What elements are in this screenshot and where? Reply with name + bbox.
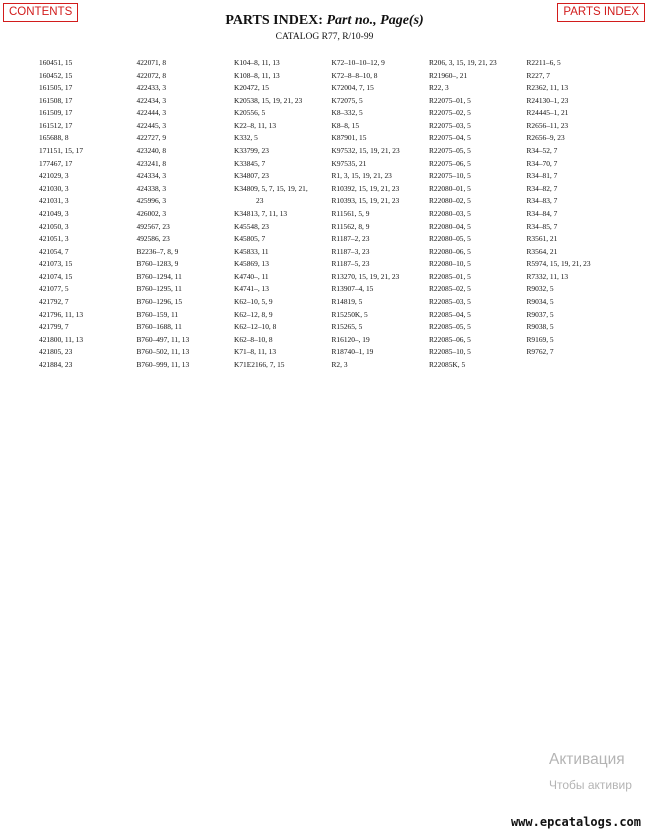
- index-entry: R22080–01, 5: [429, 183, 471, 193]
- index-entry: K20472, 15: [234, 83, 269, 93]
- index-entry: R9038, 5: [526, 322, 554, 332]
- index-entry: R1, 3, 15, 19, 21, 23: [331, 171, 392, 181]
- index-column: [234, 57, 330, 371]
- index-entry: R13270, 15, 19, 21, 23: [331, 271, 400, 281]
- index-entry: R9762, 7: [526, 347, 554, 357]
- index-entry: 165688, 8: [39, 133, 69, 143]
- index-entry: R1187–2, 23: [331, 234, 370, 244]
- index-column: [527, 57, 623, 359]
- index-entry: 177467, 17: [39, 158, 73, 168]
- index-entry: 421074, 15: [39, 271, 73, 281]
- index-entry: R22075–03, 5: [429, 120, 471, 130]
- index-entry: K4740–, 11: [234, 271, 269, 281]
- index-entry: R34–52, 7: [526, 146, 558, 156]
- index-entry: R22085–06, 5: [429, 334, 471, 344]
- index-entry: K87901, 15: [331, 133, 367, 143]
- title-main: PARTS INDEX:: [225, 13, 323, 28]
- index-entry: 161509, 17: [39, 108, 73, 118]
- index-entry: K33799, 23: [234, 146, 269, 156]
- index-entry: 421050, 3: [39, 221, 69, 231]
- index-entry: R22080–02, 5: [429, 196, 471, 206]
- index-entry: K34813, 7, 11, 13: [234, 208, 288, 218]
- index-entry: R9034, 5: [526, 296, 554, 306]
- index-entry: 422444, 3: [136, 108, 167, 118]
- index-entry: R22075–04, 5: [429, 133, 471, 143]
- index-entry: K8–332, 5: [331, 108, 363, 118]
- index-entry: R34–85, 7: [526, 221, 558, 231]
- index-entry: R5974, 15, 19, 21, 23: [526, 259, 591, 269]
- index-entry: 161512, 17: [39, 120, 73, 130]
- index-entry: K104–8, 11, 13: [234, 58, 280, 67]
- index-entry: B760–502, 11, 13: [136, 347, 190, 357]
- index-entry: 421800, 11, 13: [39, 334, 84, 344]
- index-entry: R24445–1, 21: [526, 108, 569, 118]
- index-entry: K34807, 23: [234, 171, 269, 181]
- index-entry: 421049, 3: [39, 208, 69, 218]
- index-entry: R15250K, 5: [331, 309, 368, 319]
- index-entry: R9037, 5: [526, 309, 554, 319]
- index-entry: 424334, 3: [136, 171, 167, 181]
- index-entry: K8–8, 15: [331, 120, 360, 130]
- index-entry: 422727, 9: [136, 133, 167, 143]
- activation-watermark-line1: Активация: [549, 751, 625, 768]
- index-entry: R22080–06, 5: [429, 246, 471, 256]
- index-entry: R22075–05, 5: [429, 146, 471, 156]
- index-entry: B760–1283, 9: [136, 259, 179, 269]
- contents-button[interactable]: CONTENTS: [3, 3, 78, 22]
- index-entry: R14819, 5: [331, 296, 363, 306]
- index-entry: R22080–04, 5: [429, 221, 471, 231]
- activation-watermark-line2: Чтобы активир: [549, 778, 632, 792]
- index-entry: B760–999, 11, 13: [136, 359, 190, 369]
- index-entry: 421030, 3: [39, 183, 69, 193]
- index-entry: R11562, 8, 9: [331, 221, 370, 231]
- index-entry: K71E2166, 7, 15: [234, 359, 285, 369]
- index-entry: 422072, 8: [136, 70, 167, 80]
- index-entry: 421792, 7: [39, 296, 69, 306]
- index-entry: K20556, 5: [234, 108, 266, 118]
- index-entry: K33845, 7: [234, 158, 266, 168]
- index-entry: 161505, 17: [39, 83, 73, 93]
- index-entry: K62–12, 8, 9: [234, 309, 273, 319]
- index-entry: K72–8–8–10, 8: [331, 70, 378, 80]
- index-entry: R10392, 15, 19, 21, 23: [331, 183, 400, 193]
- index-entry: R227, 7: [526, 70, 550, 80]
- index-entry: K72075, 5: [331, 95, 363, 105]
- index-entry: K97532, 15, 19, 21, 23: [331, 146, 400, 156]
- index-entry: 421796, 11, 13: [39, 309, 84, 319]
- index-entry: 422071, 8: [136, 58, 167, 67]
- index-entry: R21960–, 21: [429, 70, 468, 80]
- index-entry: R22080–05, 5: [429, 234, 471, 244]
- index-entry: R1187–5, 23: [331, 259, 370, 269]
- index-entry: K72–10–10–12, 9: [331, 58, 385, 67]
- index-entry: R2656–11, 23: [526, 120, 569, 130]
- index-entry: R206, 3, 15, 19, 21, 23: [429, 58, 497, 67]
- index-entry: R2211–6, 5: [526, 58, 561, 67]
- index-entry: R34–82, 7: [526, 183, 558, 193]
- index-entry: R13907–4, 15: [331, 284, 374, 294]
- index-entry: R9032, 5: [526, 284, 554, 294]
- index-entry: R1187–3, 23: [331, 246, 370, 256]
- index-entry: R22085–05, 5: [429, 322, 471, 332]
- index-entry: K62–10, 5, 9: [234, 296, 273, 306]
- index-entry: K332, 5: [234, 133, 258, 143]
- index-entry: K62–8–10, 8: [234, 334, 273, 344]
- index-entry: 421884, 23: [39, 359, 73, 369]
- index-entry: K45805, 7: [234, 234, 266, 244]
- index-entry: 426002, 3: [136, 208, 167, 218]
- index-column: [429, 57, 525, 371]
- index-entry: 421054, 7: [39, 246, 69, 256]
- index-entry: 422434, 3: [136, 95, 167, 105]
- index-entry: R22085–04, 5: [429, 309, 471, 319]
- index-entry: K34809, 5, 7, 15, 19, 21, 23: [234, 183, 308, 206]
- index-entry: 421073, 15: [39, 259, 73, 269]
- index-entry: B760–497, 11, 13: [136, 334, 190, 344]
- index-entry: 421051, 3: [39, 234, 69, 244]
- index-entry: K22–8, 11, 13: [234, 120, 277, 130]
- index-entry: R22075–10, 5: [429, 171, 471, 181]
- index-entry: 425996, 3: [136, 196, 167, 206]
- index-entry: B760–1296, 15: [136, 296, 183, 306]
- index-entry: 423240, 8: [136, 146, 167, 156]
- index-entry: R9169, 5: [526, 334, 554, 344]
- index-entry: 171151, 15, 17: [39, 146, 84, 156]
- index-entry: B760–1295, 11: [136, 284, 182, 294]
- page-title: [0, 13, 649, 29]
- parts-index-button[interactable]: PARTS INDEX: [557, 3, 645, 22]
- index-entry: K45833, 11: [234, 246, 269, 256]
- index-column: [39, 57, 135, 371]
- index-entry: K71–8, 11, 13: [234, 347, 277, 357]
- index-entry: B760–1688, 11: [136, 322, 182, 332]
- index-entry: 492586, 23: [136, 234, 170, 244]
- index-entry: R34–83, 7: [526, 196, 558, 206]
- index-entry: R22085–02, 5: [429, 284, 471, 294]
- index-entry: R15265, 5: [331, 322, 363, 332]
- index-entry: R7332, 11, 13: [526, 271, 569, 281]
- index-entry: R3564, 21: [526, 246, 558, 256]
- index-entry: R22080–03, 5: [429, 208, 471, 218]
- index-entry: 422445, 3: [136, 120, 167, 130]
- index-entry: R11561, 5, 9: [331, 208, 370, 218]
- index-entry: R34–84, 7: [526, 208, 558, 218]
- index-entry: 421029, 3: [39, 171, 69, 181]
- index-entry: K45869, 13: [234, 259, 269, 269]
- index-entry: R22085–10, 5: [429, 347, 471, 357]
- index-entry: B760–1294, 11: [136, 271, 182, 281]
- index-entry: K72004, 7, 15: [331, 83, 374, 93]
- index-entry: R22075–06, 5: [429, 158, 471, 168]
- index-entry: R3561, 21: [526, 234, 558, 244]
- index-entry: R22085–03, 5: [429, 296, 471, 306]
- index-entry: K108–8, 11, 13: [234, 70, 280, 80]
- catalog-subtitle: CATALOG R77, R/10-99: [275, 32, 374, 42]
- index-entry: 160451, 15: [39, 58, 73, 67]
- footer-url: www.epcatalogs.com: [510, 815, 641, 829]
- index-entry: 161508, 17: [39, 95, 73, 105]
- index-entry: R22085K, 5: [429, 359, 466, 369]
- index-entry: R2656–9, 23: [526, 133, 565, 143]
- index-entry: R22075–01, 5: [429, 95, 471, 105]
- index-entry: 492567, 23: [136, 221, 170, 231]
- index-entry: R22085–01, 5: [429, 271, 471, 281]
- index-entry: R22, 3: [429, 83, 449, 93]
- index-entry: 421077, 5: [39, 284, 69, 294]
- index-entry: R22080–10, 5: [429, 259, 471, 269]
- index-entry: 424338, 3: [136, 183, 167, 193]
- index-entry: R2, 3: [331, 359, 348, 369]
- index-entry: B2236–7, 8, 9: [136, 246, 179, 256]
- index-entry: K97535, 21: [331, 158, 367, 168]
- index-entry: R16120–, 19: [331, 334, 370, 344]
- index-entry: R2362, 11, 13: [526, 83, 569, 93]
- index-entry: 421031, 3: [39, 196, 69, 206]
- index-entry: 421805, 23: [39, 347, 73, 357]
- index-entry: R10393, 15, 19, 21, 23: [331, 196, 400, 206]
- index-entry: 423241, 8: [136, 158, 167, 168]
- title-italic: Part no., Page(s): [326, 13, 424, 28]
- index-column: [332, 57, 428, 371]
- index-entry: R22075–02, 5: [429, 108, 471, 118]
- index-entry: R34–70, 7: [526, 158, 558, 168]
- index-entry: B760–159, 11: [136, 309, 179, 319]
- index-entry: 422433, 3: [136, 83, 167, 93]
- index-entry: R24130–1, 23: [526, 95, 569, 105]
- index-entry: 160452, 15: [39, 70, 73, 80]
- index-entry: R18740–1, 19: [331, 347, 374, 357]
- index-entry: 421799, 7: [39, 322, 69, 332]
- index-entry: R34–81, 7: [526, 171, 558, 181]
- index-entry: K62–12–10, 8: [234, 322, 277, 332]
- index-entry: K4741–, 13: [234, 284, 269, 294]
- index-entry: K20538, 15, 19, 21, 23: [234, 95, 303, 105]
- index-entry: K45548, 23: [234, 221, 269, 231]
- index-column: [137, 57, 233, 371]
